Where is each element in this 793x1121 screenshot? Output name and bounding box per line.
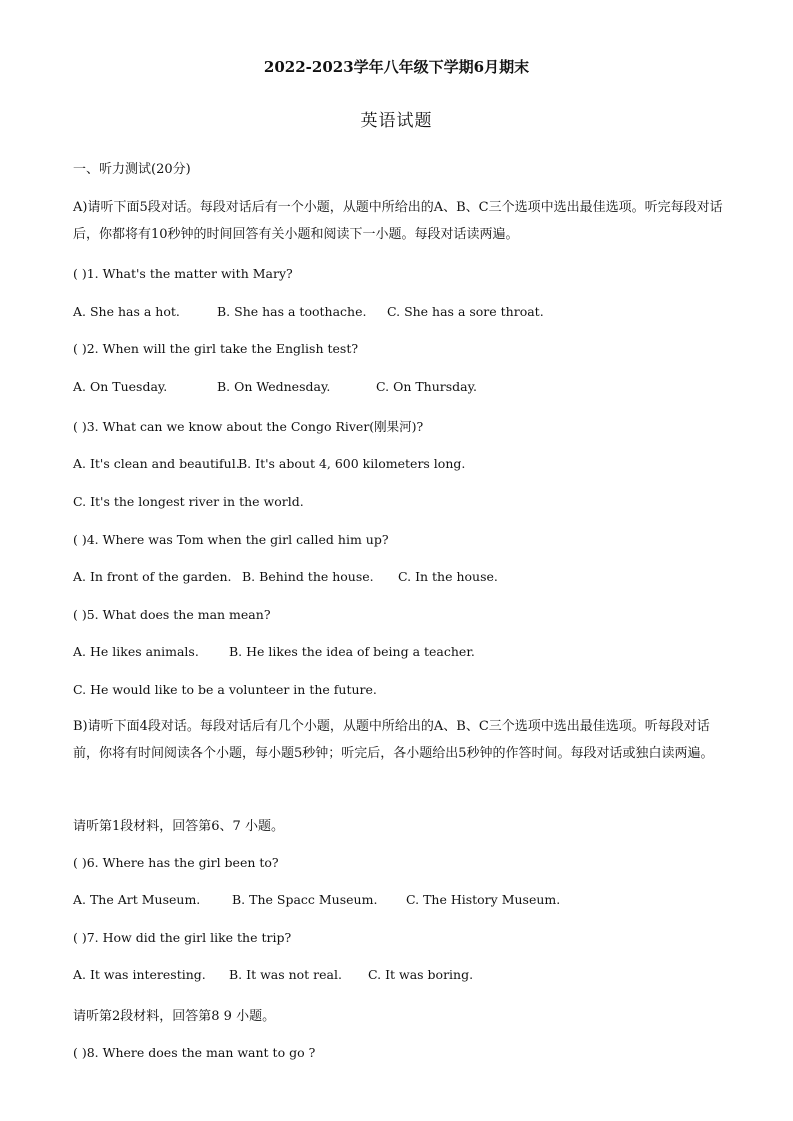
q6-option-b: B. The Spacc Museum. xyxy=(232,892,378,907)
question-2-options xyxy=(73,379,477,394)
q1-option-b: B. She has a toothache. xyxy=(217,304,367,319)
q7-option-c: C. It was boring. xyxy=(368,967,474,982)
material-2-heading: 请听第2段材料，回答第8 9 小题。 xyxy=(73,1009,276,1024)
q1-option-c: C. She has a sore throat. xyxy=(387,304,544,319)
question-7-options xyxy=(73,967,473,982)
q2-option-a: A. On Tuesday. xyxy=(73,379,168,394)
q6-option-a: A. The Art Museum. xyxy=(73,892,201,907)
question-5-options-ab xyxy=(73,644,475,659)
question-5-stem: ( )5. What does the man mean? xyxy=(73,607,271,622)
q3-option-c: C. It's the longest river in the world. xyxy=(73,494,304,509)
question-6-stem: ( )6. Where has the girl been to? xyxy=(73,855,279,870)
q5-option-c: C. He would like to be a volunteer in the future. xyxy=(73,682,377,697)
question-2-stem: ( )2. When will the girl take the English test? xyxy=(73,341,359,356)
material-1-heading: 请听第1段材料，回答第6、7 小题。 xyxy=(73,819,284,834)
question-1-stem: ( )1. What's the matter with Mary? xyxy=(73,266,293,281)
question-4-stem: ( )4. Where was Tom when the girl called him up? xyxy=(73,532,389,547)
q7-option-b: B. It was not real. xyxy=(229,967,342,982)
q5-option-a: A. He likes animals. xyxy=(73,644,199,659)
q5-option-b: B. He likes the idea of being a teacher. xyxy=(229,644,475,659)
exam-subtitle: 英语试题 xyxy=(360,111,433,131)
q4-option-b: B. Behind the house. xyxy=(242,569,374,584)
question-6-options xyxy=(73,892,560,907)
q3-option-b: B. It's about 4, 600 kilometers long. xyxy=(238,456,466,471)
q2-option-b: B. On Wednesday. xyxy=(217,379,331,394)
q3-option-a: A. It's clean and beautiful. xyxy=(73,456,240,471)
part-b-instructions: B)请听下面4段对话。每段对话后有几个小题，从题中所给出的A、B、C三个选项中选出最佳选项。听每段对话前，你将有时间阅读各个小题，每小题5秒钟；听完后，各小题给出5秒钟的作答时间。每段对话或独白读两遍。 xyxy=(73,719,714,761)
question-8-stem: ( )8. Where does the man want to go ? xyxy=(73,1045,316,1060)
question-1-options xyxy=(73,304,544,319)
q7-option-a: A. It was interesting. xyxy=(73,967,206,982)
question-3-stem: ( )3. What can we know about the Congo River(刚果河)? xyxy=(73,419,424,434)
question-4-options xyxy=(73,569,498,584)
q2-option-c: C. On Thursday. xyxy=(376,379,477,394)
question-7-stem: ( )7. How did the girl like the trip? xyxy=(73,930,292,945)
q1-option-a: A. She has a hot. xyxy=(73,304,180,319)
question-3-options-ab xyxy=(73,456,465,471)
part-a-instructions: A)请听下面5段对话。每段对话后有一个小题，从题中所给出的A、B、C三个选项中选出最佳选项。听完每段对话后，你都将有10秒钟的时间回答有关小题和阅读下一小题。每段对话读两遍。 xyxy=(73,200,723,242)
q4-option-a: A. In front of the garden. xyxy=(73,569,232,584)
exam-title: 2022-2023学年八年级下学期6月期末 xyxy=(263,58,530,76)
q6-option-c: C. The History Museum. xyxy=(406,892,561,907)
section-heading-listening: 一、听力测试(20分) xyxy=(73,162,191,177)
q4-option-c: C. In the house. xyxy=(398,569,498,584)
